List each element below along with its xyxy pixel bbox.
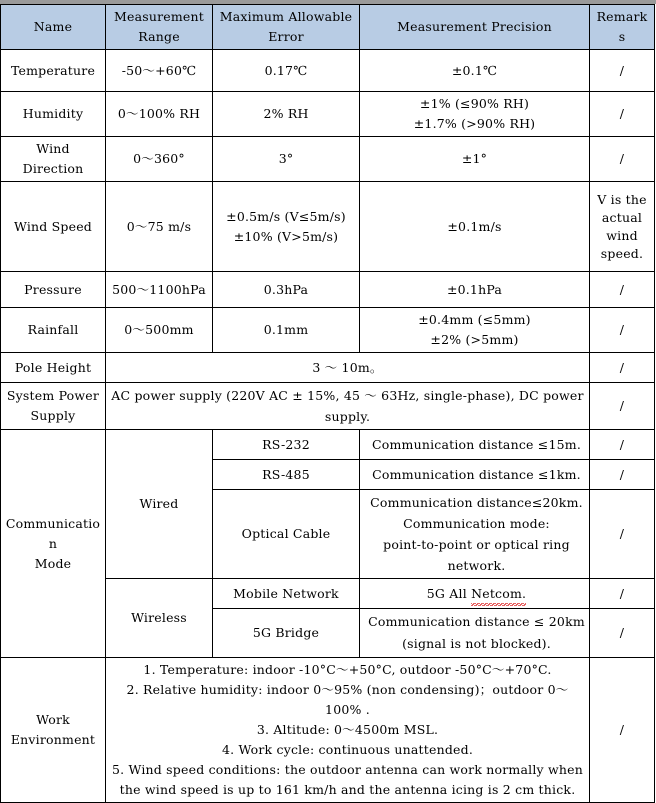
work-environment-name-line-2: Environment: [10, 732, 96, 747]
cell-wind-speed-remarks: V is the actual wind speed.: [590, 182, 655, 272]
table-row-temperature: [1, 50, 655, 92]
table-row-pole-height: [1, 353, 655, 383]
cell-communication-remarks-rs485: /: [590, 460, 655, 490]
cell-system-power-supply-remarks: /: [590, 383, 655, 430]
cell-wind-direction-remarks: /: [590, 137, 655, 182]
cell-humidity-range: 0～100% RH: [106, 92, 213, 137]
cell-communication-remarks-mobile-network: /: [590, 579, 655, 609]
cell-temperature-range: -50～+60℃: [106, 50, 213, 92]
cell-system-power-supply-value: AC power supply (220V AC ± 15%, 45 ～ 63Hz, single-phase), DC power supply.: [106, 383, 590, 430]
specification-table: [0, 4, 655, 803]
cell-rainfall-range: 0～500mm: [106, 308, 213, 353]
table-row-wind-speed: [1, 182, 655, 272]
specification-sheet: [0, 4, 654, 803]
humidity-precision-line-1: ±1% (≤90% RH): [419, 96, 530, 111]
system-power-supply-name-line-2: Supply: [30, 408, 76, 423]
cell-rainfall-precision: [360, 308, 590, 353]
cell-communication-remarks-rs232: /: [590, 430, 655, 460]
column-header-name: Name: [1, 5, 106, 50]
table-row-rainfall: [1, 308, 655, 353]
table-row-system-power-supply: [1, 383, 655, 430]
5g-bridge-desc-line-2: (signal is not blocked).: [402, 636, 551, 651]
header-row: [1, 5, 655, 50]
work-environment-item-4: 4. Work cycle: continuous unattended.: [221, 742, 474, 757]
cell-communication-wireless-label: Wireless: [106, 579, 213, 658]
cell-pole-height-name: Pole Height: [1, 353, 106, 383]
table-body: [1, 50, 655, 803]
work-environment-name-line-1: Work: [36, 712, 70, 727]
cell-system-power-supply-name: [1, 383, 106, 430]
cell-wind-speed-error: [213, 182, 360, 272]
cell-communication-type-rs232: RS-232: [213, 430, 360, 460]
wind-direction-name-line-1: Wind: [36, 141, 70, 156]
cell-wind-direction-precision: ±1°: [360, 137, 590, 182]
cell-pressure-range: 500～1100hPa: [106, 272, 213, 308]
table-row-communication-rs232: [1, 430, 655, 460]
cell-wind-direction-error: 3°: [213, 137, 360, 182]
table-row-humidity: [1, 92, 655, 137]
cell-communication-type-rs485: RS-485: [213, 460, 360, 490]
rainfall-precision-line-2: ±2% (>5mm): [430, 332, 519, 347]
cell-communication-wired-label: Wired: [106, 430, 213, 579]
table-header: [1, 5, 655, 50]
communication-mode-name-line-2: Mode: [34, 555, 72, 571]
cell-pressure-name: Pressure: [1, 272, 106, 308]
cell-communication-type-optical-cable: Optical Cable: [213, 490, 360, 579]
cell-rainfall-error: 0.1mm: [213, 308, 360, 353]
cell-rainfall-name: Rainfall: [1, 308, 106, 353]
work-environment-item-5: 5. Wind speed conditions: the outdoor antenna can work normally when the wind speed is up to 161 km/h and the antenna icing is 2 cm thick.: [112, 762, 583, 797]
cell-humidity-precision: [360, 92, 590, 137]
cell-temperature-error: 0.17℃: [213, 50, 360, 92]
cell-temperature-remarks: /: [590, 50, 655, 92]
column-header-maximum-allowable-error: Maximum Allowable Error: [213, 5, 360, 50]
cell-communication-type-mobile-network: Mobile Network: [213, 579, 360, 609]
cell-wind-speed-range: 0～75 m/s: [106, 182, 213, 272]
optical-cable-desc-line-4: network.: [447, 558, 506, 573]
humidity-precision-line-2: ±1.7% (>90% RH): [413, 116, 536, 131]
optical-cable-desc-line-2: Communication mode:: [403, 516, 550, 531]
cell-communication-mode-name: [1, 430, 106, 658]
mobile-network-desc-prefix: 5G All: [426, 585, 472, 601]
spellcheck-misspelled-word: Netcom.: [471, 584, 526, 604]
cell-work-environment-name: [1, 658, 106, 803]
selection-strip: [0, 0, 656, 4]
table-row-wind-direction: [1, 137, 655, 182]
cell-rainfall-remarks: /: [590, 308, 655, 353]
cell-communication-desc-rs232: Communication distance ≤15m.: [360, 430, 590, 460]
cell-communication-desc-rs485: Communication distance ≤1km.: [360, 460, 590, 490]
communication-mode-name-line-1: Communication: [5, 515, 101, 551]
cell-pole-height-value: 3 ～ 10m。: [106, 353, 590, 383]
cell-pressure-remarks: /: [590, 272, 655, 308]
wind-speed-error-line-1: ±0.5m/s (V≤5m/s): [226, 208, 346, 224]
wind-speed-error-line-2: ±10% (V>5m/s): [233, 228, 339, 244]
cell-pressure-error: 0.3hPa: [213, 272, 360, 308]
optical-cable-desc-line-1: Communication distance≤20km.: [370, 495, 583, 510]
cell-communication-desc-5g-bridge: [360, 609, 590, 658]
work-environment-item-2: 2. Relative humidity: indoor 0～95% (non condensing)；outdoor 0～100% .: [126, 682, 569, 717]
cell-humidity-error: 2% RH: [213, 92, 360, 137]
cell-humidity-remarks: /: [590, 92, 655, 137]
cell-temperature-name: Temperature: [1, 50, 106, 92]
cell-communication-type-5g-bridge: 5G Bridge: [213, 609, 360, 658]
system-power-supply-name-line-1: System Power: [6, 388, 100, 403]
table-row-work-environment: [1, 658, 655, 803]
column-header-measurement-range: Measurement Range: [106, 5, 213, 50]
cell-pressure-precision: ±0.1hPa: [360, 272, 590, 308]
cell-work-environment-items: [106, 658, 590, 803]
cell-wind-speed-name: Wind Speed: [1, 182, 106, 272]
cell-wind-direction-name: [1, 137, 106, 182]
column-header-remarks: Remarks: [590, 5, 655, 50]
work-environment-item-1: 1. Temperature: indoor -10°C～+50°C, outdoor -50°C～+70°C.: [143, 662, 552, 677]
cell-communication-remarks-optical-cable: /: [590, 490, 655, 579]
rainfall-precision-line-1: ±0.4mm (≤5mm): [418, 312, 531, 327]
cell-humidity-name: Humidity: [1, 92, 106, 137]
optical-cable-desc-line-3: point-to-point or optical ring: [383, 537, 570, 552]
cell-work-environment-remarks: /: [590, 658, 655, 803]
cell-wind-direction-range: 0～360°: [106, 137, 213, 182]
wind-direction-name-line-2: Direction: [22, 161, 84, 176]
cell-communication-desc-mobile-network: [360, 579, 590, 609]
cell-pole-height-remarks: /: [590, 353, 655, 383]
cell-communication-remarks-5g-bridge: /: [590, 609, 655, 658]
work-environment-item-3: 3. Altitude: 0～4500m MSL.: [256, 722, 439, 737]
table-row-pressure: [1, 272, 655, 308]
5g-bridge-desc-line-1: Communication distance ≤ 20km: [368, 614, 585, 629]
cell-communication-desc-optical-cable: [360, 490, 590, 579]
cell-wind-speed-precision: ±0.1m/s: [360, 182, 590, 272]
cell-temperature-precision: ±0.1℃: [360, 50, 590, 92]
column-header-measurement-precision: Measurement Precision: [360, 5, 590, 50]
